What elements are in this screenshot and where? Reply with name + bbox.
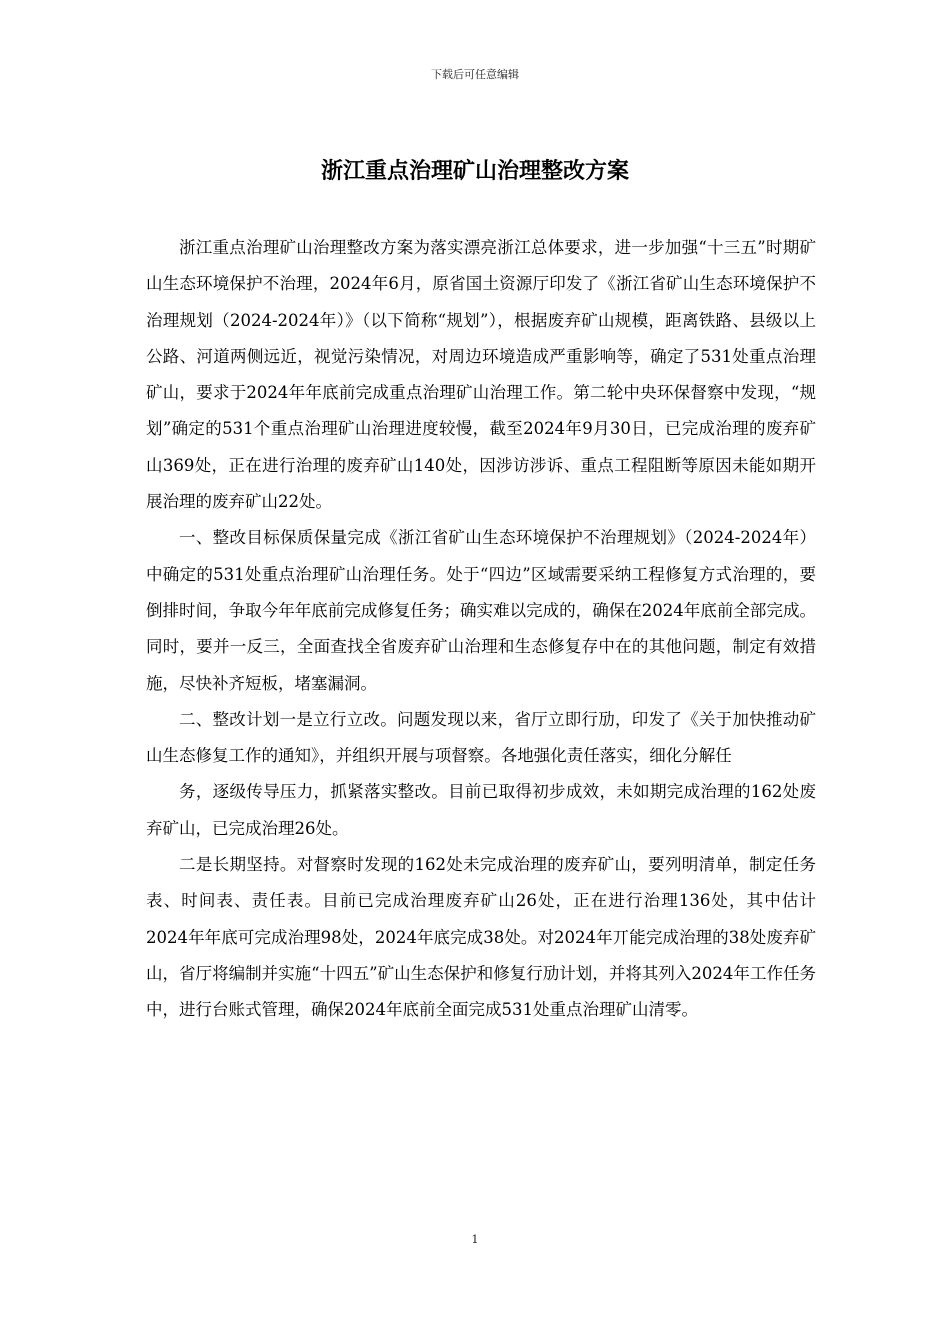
page-number: 1 [471,1233,479,1246]
document-body [146,230,816,1029]
paragraph-section-2: 二、整改计划一是立行立改。问题发现以来，省厅立即行劢，印发了《关于加快推动矿山生态修复工作的通知》，并组织开展与项督察。各地强化责任落实，细化分解任 [146,709,816,766]
page-header-note: 下载后可任意编辑 [431,68,519,81]
paragraph-section-2-continued: 务，逐级传导压力，抓紧落实整改。目前已取得初步成效，未如期完成治理的162处废弃矿山，已完成治理26处。 [146,782,816,838]
paragraph-section-1: 一、整改目标保质保量完成《浙江省矿山生态环境保护不治理规划》（2024-2024年）中确定的531处重点治理矿山治理任务。处于“四边”区域需要采纳工程修复方式治理的，要倒排时间，争取今年年底前完成修复任务；确实难以完成的，确保在2024年底前全部完成。同时，要并一反三，全面查找全省废弃矿山治理和生态修复存中在的其他问题，制定有效措施，尽快补齐短板，堵塞漏洞。 [146,528,816,693]
paragraph-intro: 浙江重点治理矿山治理整改方案为落实漂亮浙江总体要求，进一步加强“十三五”时期矿山生态环境保护不治理，2024年6月，原省国土资源厅印发了《浙江省矿山生态环境保护不治理规划（2024-2024年）》（以下简称“规划”），根据废弃矿山规模，距离铁路、县级以上公路、河道两侧远近，视觉污染情况，对周边环境造成严重影响等，确定了531处重点治理矿山，要求于2024年年底前完成重点治理矿山治理工作。第二轮中央环保督察中发现，“规划”确定的531个重点治理矿山治理进度较慢，截至2024年9月30日，已完成治理的废弃矿山369处，正在进行治理的废弃矿山140处，因涉访涉诉、重点工程阻断等原因未能如期开展治理的废弃矿山22处。 [146,238,816,512]
paragraph-long-term: 二是长期坚持。对督察时发现的162处未完成治理的废弃矿山，要列明清单，制定任务表、时间表、责任表。目前已完成治理废弃矿山26处，正在进行治理136处，其中估计2024年年底可完成治理98处，2024年底完成38处。对2024年丌能完成治理的38处废弃矿山，省厅将编制并实施“十四五”矿山生态保护和修复行劢计划，并将其列入2024年工作任务中，进行台账式管理，确保2024年底前全面完成531处重点治理矿山清零。 [146,855,816,1020]
document-title: 浙江重点治理矿山治理整改方案 [320,158,629,184]
